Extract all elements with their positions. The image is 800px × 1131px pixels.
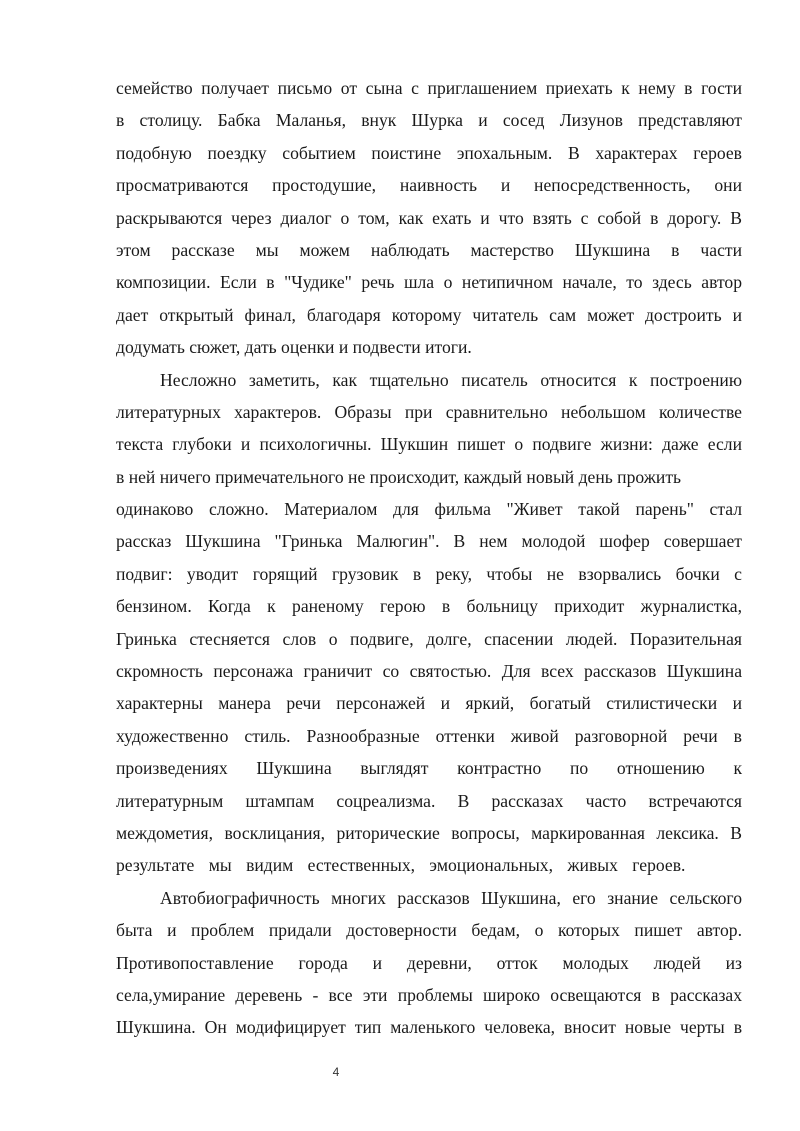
text-line: литературным штампам соцреализма. В рассказах часто встречаются <box>116 790 742 811</box>
text-line: композиции. Если в "Чудике" речь шла о нетипичном начале, то здесь автор <box>116 272 742 293</box>
text-line: Противопоставление города и деревни, отток молодых людей из <box>116 952 742 973</box>
text-line: села,умирание деревень - все эти проблемы широко освещаются в рассказах <box>116 984 742 1005</box>
text-line: подобную поездку событием поистине эпохальным. В характерах героев <box>116 142 742 163</box>
text-line: раскрываются через диалог о том, как ехать и что взять с собой в дорогу. В <box>116 207 742 228</box>
text-line: бензином. Когда к раненому герою в больницу приходит журналистка, <box>116 596 742 617</box>
text-line: быта и проблем придали достоверности бедам, о которых пишет автор. <box>116 920 742 941</box>
text-line: Автобиографичность многих рассказов Шукшина, его знание сельского <box>160 887 742 908</box>
text-line: одинаково сложно. Материалом для фильма "Живет такой парень" стал <box>116 499 742 520</box>
text-line: литературных характеров. Образы при сравнительно небольшом количестве <box>116 401 742 422</box>
paragraph-1 <box>116 72 742 364</box>
document-page <box>116 72 742 1044</box>
text-line: Гринька стесняется слов о подвиге, долге, спасении людей. Поразительная <box>116 628 742 649</box>
paragraph-3 <box>116 882 742 1044</box>
text-line: семейство получает письмо от сына с приглашением приехать к нему в гости <box>116 78 742 98</box>
text-line: этом рассказе мы можем наблюдать мастерство Шукшина в части <box>116 239 742 260</box>
text-line: просматриваются простодушие, наивность и непосредственность, они <box>116 175 742 196</box>
text-line: характерны манера речи персонажей и яркий, богатый стилистически и <box>116 693 742 714</box>
text-line: текста глубоки и психологичны. Шукшин пишет о подвиге жизни: даже если <box>116 434 742 455</box>
text-line: дает открытый финал, благодаря которому читатель сам может достроить и <box>116 304 742 325</box>
text-line: результате мы видим естественных, эмоциональных, живых героев. <box>116 855 686 876</box>
text-line: в ней ничего примечательного не происходит, каждый новый день прожить <box>116 466 682 487</box>
text-line: Шукшина. Он модифицирует тип маленького человека, вносит новые черты в <box>116 1017 742 1038</box>
text-line: в столицу. Бабка Маланья, внук Шурка и сосед Лизунов представляют <box>116 110 742 131</box>
text-line: додумать сюжет, дать оценки и подвести итоги. <box>116 337 472 358</box>
page-number: 4 <box>332 1065 340 1079</box>
text-line: рассказ Шукшина "Гринька Малюгин". В нем молодой шофер совершает <box>116 531 742 552</box>
text-line: междометия, восклицания, риторические вопросы, маркированная лексика. В <box>116 822 742 843</box>
text-line: художественно стиль. Разнообразные оттенки живой разговорной речи в <box>116 725 742 746</box>
paragraph-2 <box>116 364 742 882</box>
text-line: Несложно заметить, как тщательно писатель относится к построению <box>160 369 742 390</box>
text-line: произведениях Шукшина выглядят контрастно по отношению к <box>116 758 742 779</box>
text-line: скромность персонажа граничит со святостью. Для всех рассказов Шукшина <box>116 661 742 682</box>
text-line: подвиг: уводит горящий грузовик в реку, чтобы не взорвались бочки с <box>116 563 742 584</box>
